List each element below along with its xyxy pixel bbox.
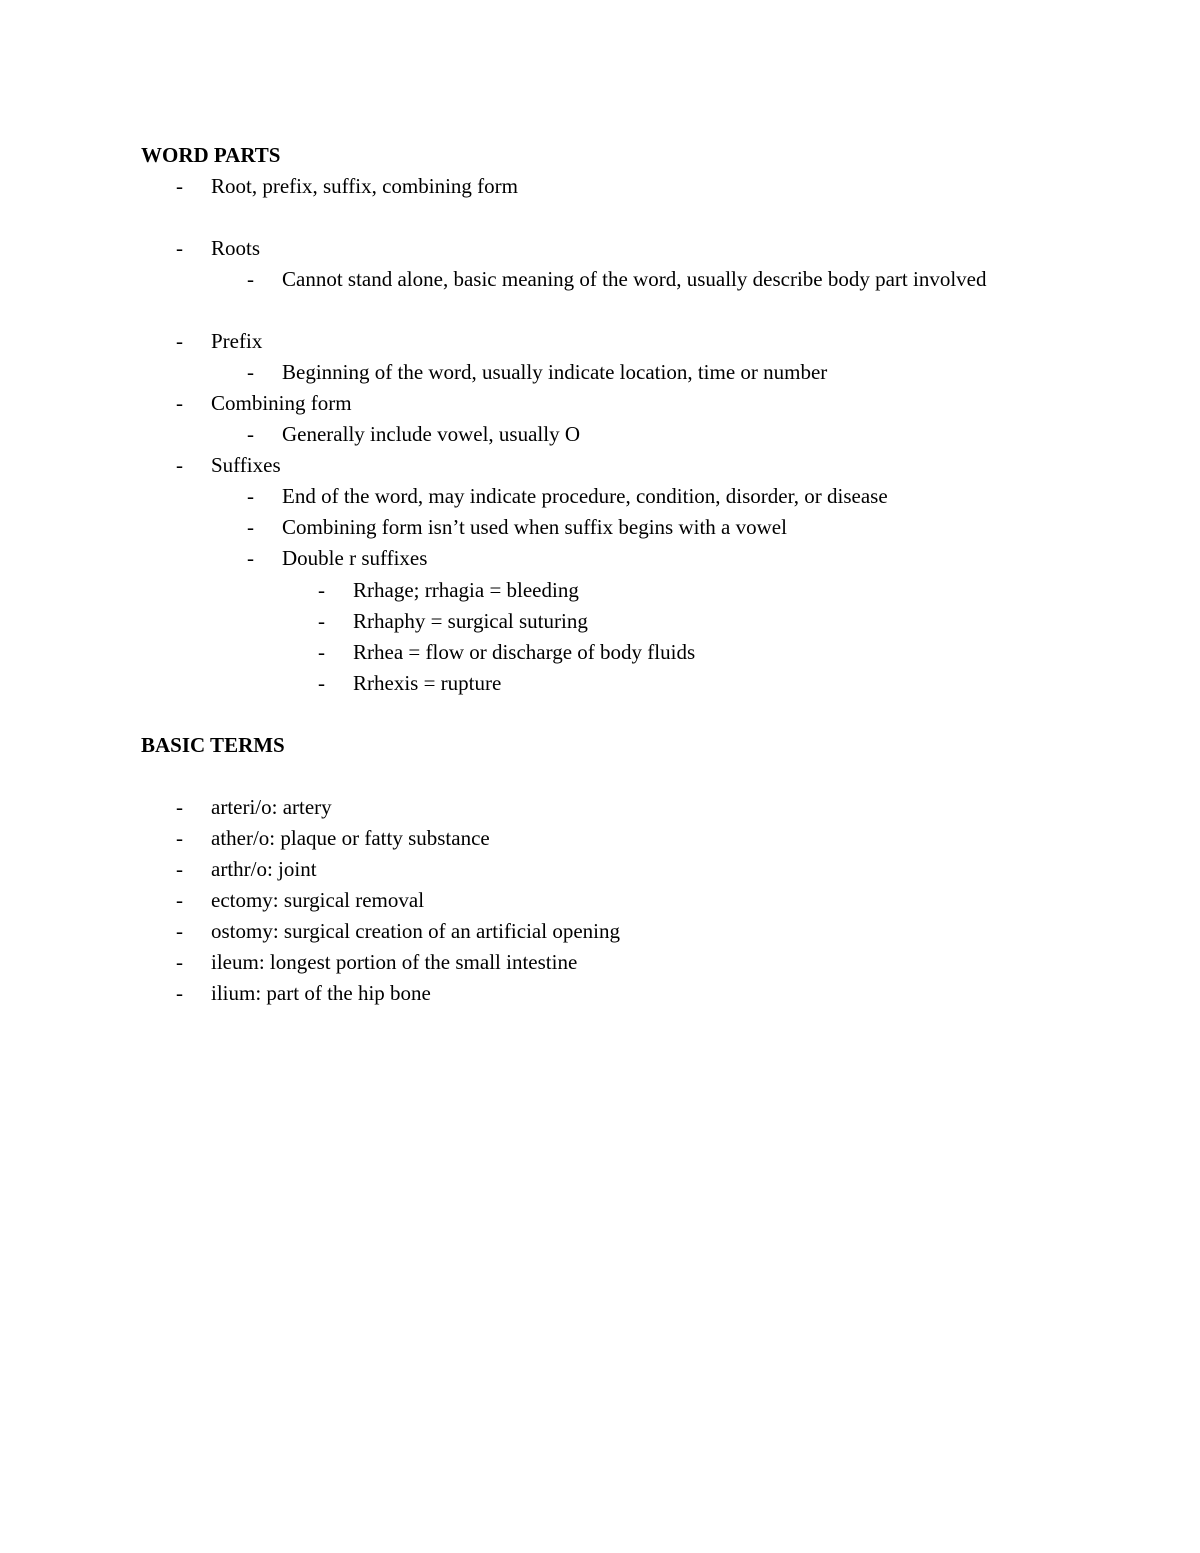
bullet-dash: - [176,236,183,260]
bullet-dash: - [176,391,183,415]
bullet-dash: - [176,857,183,881]
suffixes-item: Combining form isn’t used when suffix begins with a vowel [282,515,787,539]
basic-term-item: ilium: part of the hip bone [211,981,431,1005]
bullet-dash: - [247,484,254,508]
bullet-dash: - [176,795,183,819]
combining-form-description: Generally include vowel, usually O [282,422,580,446]
basic-term-item: ostomy: surgical creation of an artificial opening [211,919,620,943]
basic-term-item: ectomy: surgical removal [211,888,425,912]
bullet-dash: - [318,640,325,664]
bullet-dash: - [176,826,183,850]
double-r-suffix: Rrhea = flow or discharge of body fluids [353,640,696,664]
basic-term-item: ileum: longest portion of the small intestine [211,950,578,974]
bullet-dash: - [318,578,325,602]
basic-terms-heading: BASIC TERMS [141,733,285,757]
bullet-dash: - [318,609,325,633]
roots-description: Cannot stand alone, basic meaning of the word, usually describe body part involved [282,267,987,291]
word-parts-intro: Root, prefix, suffix, combining form [211,174,518,198]
suffixes-item: End of the word, may indicate procedure, condition, disorder, or disease [282,484,888,508]
suffixes-label: Suffixes [211,453,281,477]
bullet-dash: - [247,422,254,446]
bullet-dash: - [247,360,254,384]
prefix-label: Prefix [211,329,263,353]
basic-term-item: arthr/o: joint [211,857,317,881]
bullet-dash: - [176,919,183,943]
bullet-dash: - [318,671,325,695]
bullet-dash: - [176,950,183,974]
bullet-dash: - [247,267,254,291]
double-r-suffix: Rrhexis = rupture [353,671,502,695]
bullet-dash: - [176,888,183,912]
bullet-dash: - [176,329,183,353]
double-r-suffix: Rrhaphy = surgical suturing [353,609,588,633]
basic-term-item: ather/o: plaque or fatty substance [211,826,490,850]
combining-form-label: Combining form [211,391,352,415]
roots-label: Roots [211,236,261,260]
word-parts-heading: WORD PARTS [141,143,281,167]
prefix-description: Beginning of the word, usually indicate location, time or number [282,360,828,384]
bullet-dash: - [176,174,183,198]
suffixes-item: Double r suffixes [282,546,428,570]
basic-term-item: arteri/o: artery [211,795,332,819]
bullet-dash: - [176,453,183,477]
bullet-dash: - [247,515,254,539]
bullet-dash: - [176,981,183,1005]
bullet-dash: - [247,546,254,570]
double-r-suffix: Rrhage; rrhagia = bleeding [353,578,579,602]
